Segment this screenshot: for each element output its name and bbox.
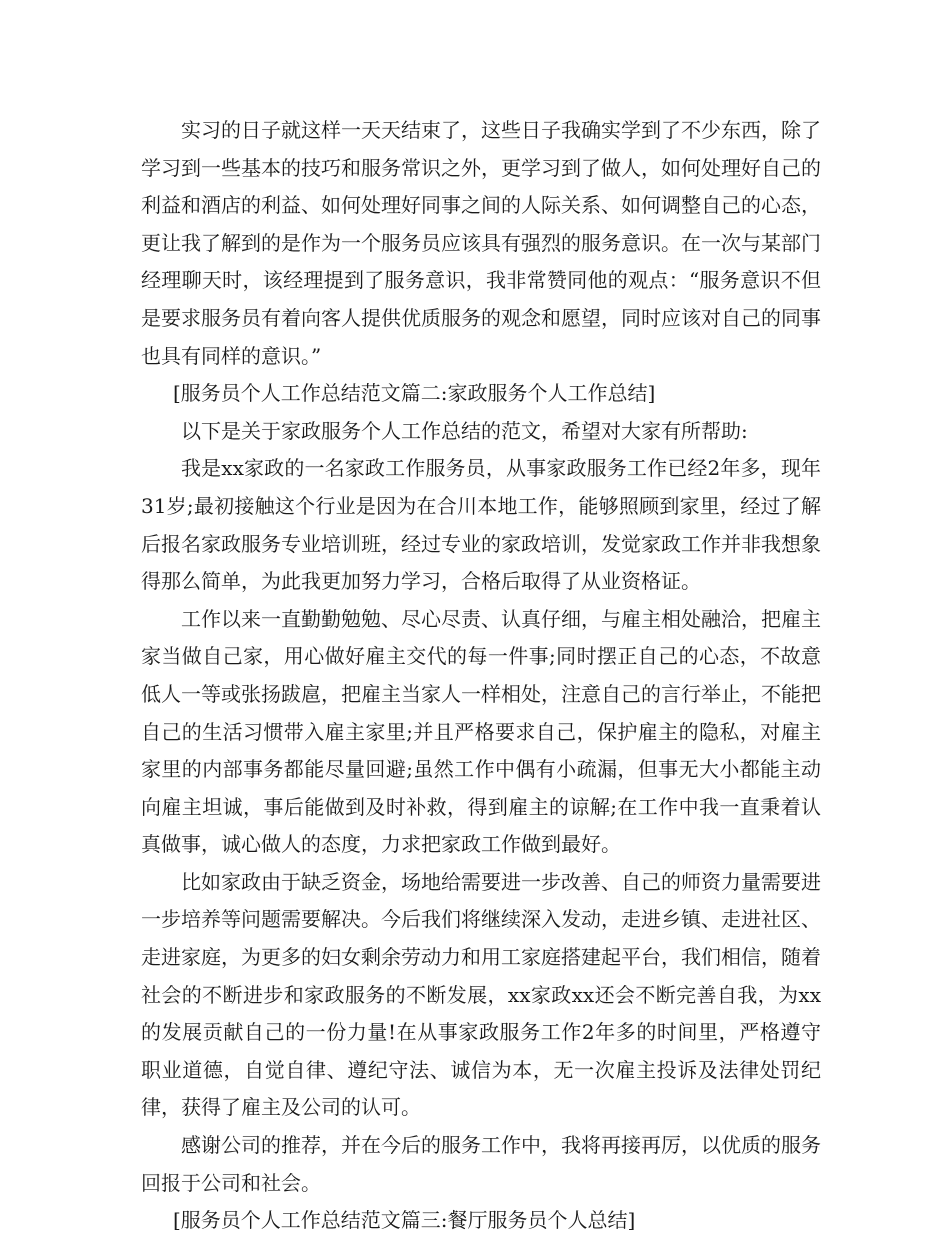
paragraph-work-attitude: 工作以来一直勤勤勉勉、尽心尽责、认真仔细，与雇主相处融洽，把雇主家当做自己家，用心做好雇主交代的每一件事;同时摆正自己的心态，不故意低人一等或张扬跋扈，把雇主当家人一样相处，注意自己的言行举止，不能把自己的生活习惯带入雇主家里;并且严格要求自己，保护雇主的隐私，对雇主家里的内部事务都能尽量回避;虽然工作中偶有小疏漏，但事无大小都能主动向雇主坦诚，事后能做到及时补救，得到雇主的谅解;在工作中我一直秉着认真做事，诚心做人的态度，力求把家政工作做到最好。 <box>141 606 821 857</box>
paragraph-intro: 以下是关于家政服务个人工作总结的范文，希望对大家有所帮助: <box>181 418 748 443</box>
paragraph-future-plans: 比如家政由于缺乏资金，场地给需要进一步改善、自己的师资力量需要进一步培养等问题需要解决。今后我们将继续深入发动，走进乡镇、走进社区、走进家庭，为更多的妇女剩余劳动力和用工家庭搭建起平台，我们相信，随着社会的不断进步和家政服务的不断发展，xx家政xx还会不断完善自我，为xx的发展贡献自己的一份力量!在从事家政服务工作2年多的时间里，严格遵守职业道德，自觉自律、遵纪守法、诚信为本，无一次雇主投诉及法律处罚纪律，获得了雇主及公司的认可。 <box>141 869 821 1120</box>
paragraph-self-introduction: 我是xx家政的一名家政工作服务员，从事家政服务工作已经2年多，现年31岁;最初接触这个行业是因为在合川本地工作，能够照顾到家里，经过了解后报名家政服务专业培训班，经过专业的家政培训，发觉家政工作并非我想象得那么简单，为此我更加努力学习，合格后取得了从业资格证。 <box>141 456 821 594</box>
section-heading-part-three: [服务员个人工作总结范文篇三:餐厅服务员个人总结] <box>173 1208 636 1233</box>
section-heading-part-two: [服务员个人工作总结范文篇二:家政服务个人工作总结] <box>173 381 656 406</box>
paragraph-thanks: 感谢公司的推荐，并在今后的服务工作中，我将再接再厉，以优质的服务回报于公司和社会。 <box>141 1133 821 1195</box>
paragraph-internship-reflection: 实习的日子就这样一天天结束了，这些日子我确实学到了不少东西，除了学习到一些基本的技巧和服务常识之外，更学习到了做人，如何处理好自己的利益和酒店的利益、如何处理好同事之间的人际关系、如何调整自己的心态，更让我了解到的是作为一个服务员应该具有强烈的服务意识。在一次与某部门经理聊天时，该经理提到了服务意识，我非常赞同他的观点：“服务意识不但是要求服务员有着向客人提供优质服务的观念和愿望，同时应该对自己的同事也具有同样的意识。” <box>141 118 821 368</box>
document-page <box>141 112 821 1240</box>
